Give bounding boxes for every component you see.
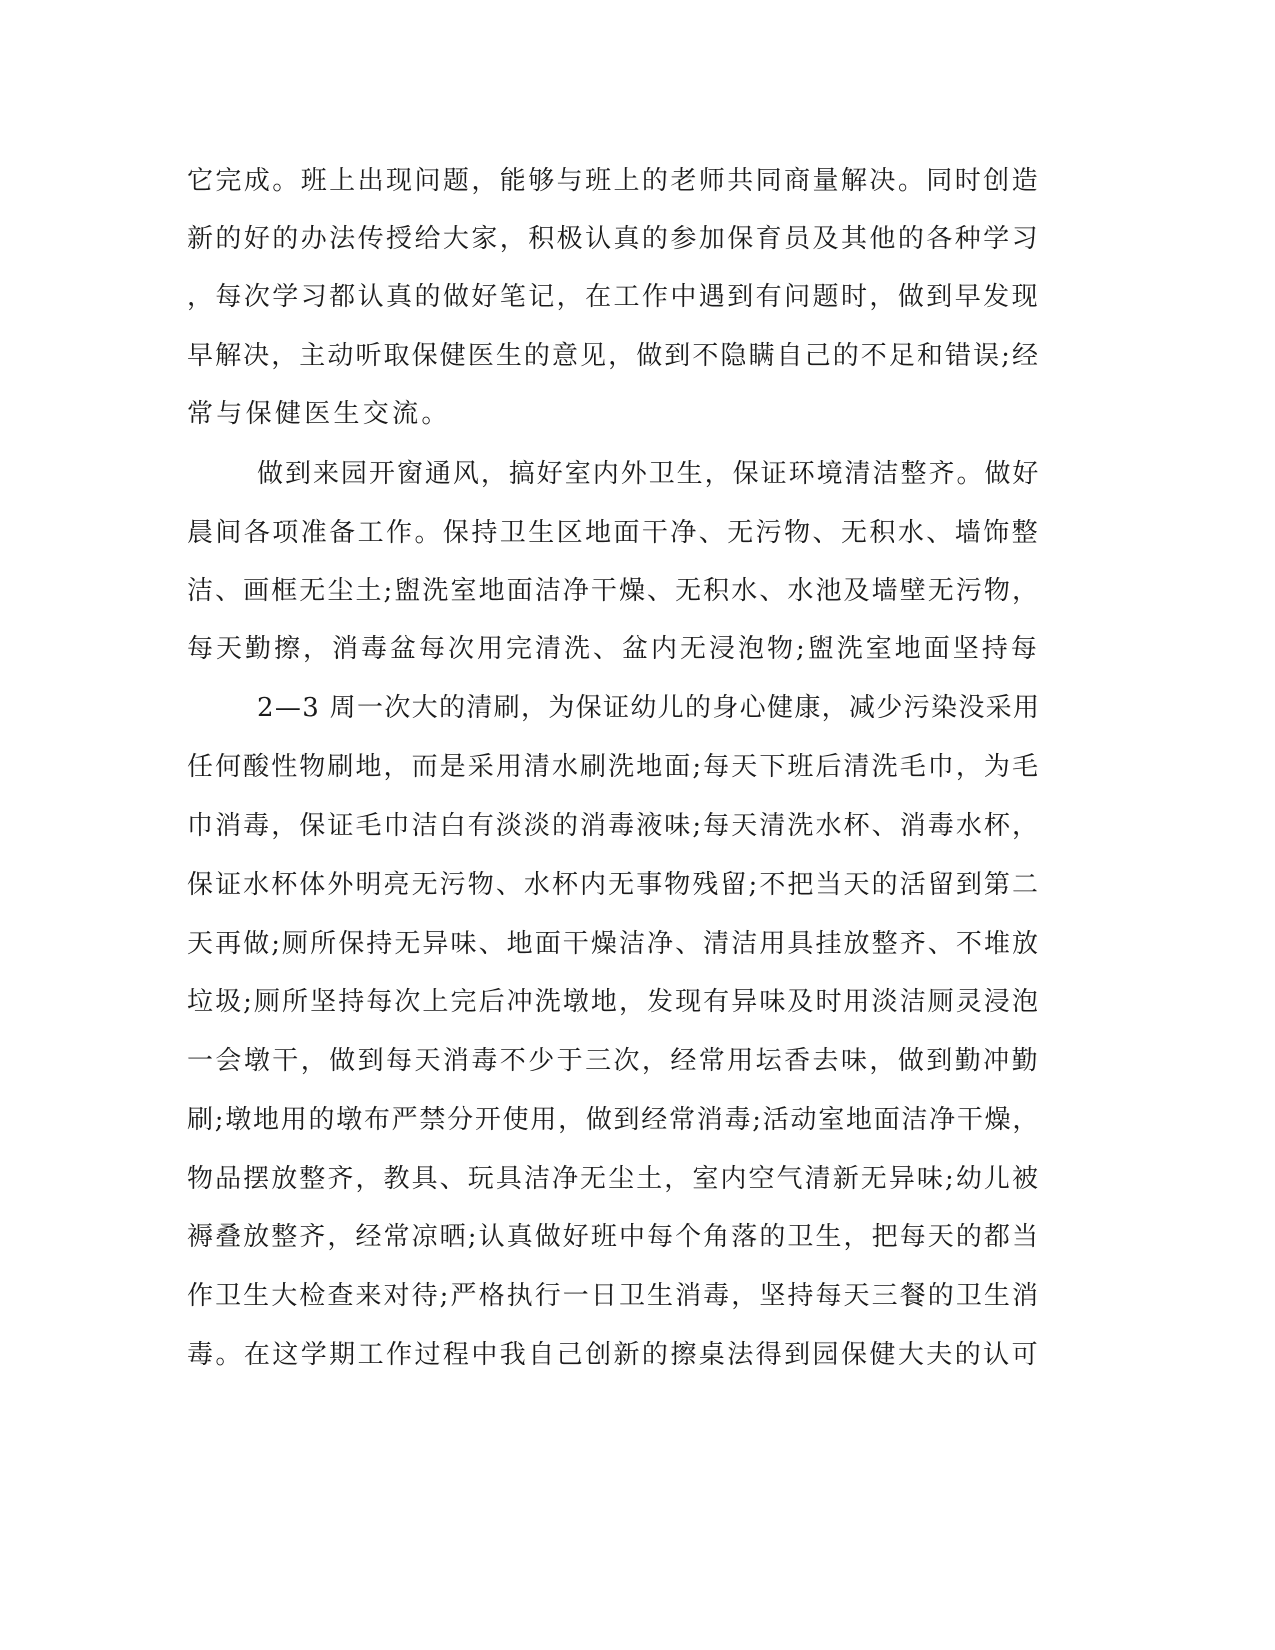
text-line: 褥叠放整齐，经常凉晒;认真做好班中每个角落的卫生，把每天的都当 xyxy=(187,1222,1041,1252)
text-line: ，每次学习都认真的做好笔记，在工作中遇到有问题时，做到早发现 xyxy=(187,282,1041,312)
text-line: 巾消毒，保证毛巾洁白有淡淡的消毒液味;每天清洗水杯、消毒水杯， xyxy=(187,811,1041,841)
text-line: 常与保健医生交流。 xyxy=(187,399,451,429)
text-line: 新的好的办法传授给大家，积极认真的参加保育员及其他的各种学习 xyxy=(187,224,1041,254)
paragraph-start-line: 2—3 周一次大的清刷，为保证幼儿的身心健康，减少污染没采用 xyxy=(257,693,1041,723)
text-line: 它完成。班上出现问题，能够与班上的老师共同商量解决。同时创造 xyxy=(187,166,1041,196)
text-line: 垃圾;厕所坚持每次上完后冲洗墩地，发现有异味及时用淡洁厕灵浸泡 xyxy=(187,987,1041,1017)
paragraph-start-line: 做到来园开窗通风，搞好室内外卫生，保证环境清洁整齐。做好 xyxy=(257,459,1041,489)
text-line: 晨间各项准备工作。保持卫生区地面干净、无污物、无积水、墙饰整 xyxy=(187,518,1041,548)
text-line: 物品摆放整齐，教具、玩具洁净无尘土，室内空气清新无异味;幼儿被 xyxy=(187,1164,1041,1194)
text-line: 洁、画框无尘土;盥洗室地面洁净干燥、无积水、水池及墙壁无污物， xyxy=(187,576,1041,606)
text-line: 作卫生大检查来对待;严格执行一日卫生消毒，坚持每天三餐的卫生消 xyxy=(187,1281,1041,1311)
text-line: 一会墩干，做到每天消毒不少于三次，经常用坛香去味，做到勤冲勤 xyxy=(187,1046,1041,1076)
text-line: 毒。在这学期工作过程中我自己创新的擦桌法得到园保健大夫的认可 xyxy=(187,1340,1041,1370)
text-line: 天再做;厕所保持无异味、地面干燥洁净、清洁用具挂放整齐、不堆放 xyxy=(187,929,1041,959)
text-line: 早解决，主动听取保健医生的意见，做到不隐瞒自己的不足和错误;经 xyxy=(187,341,1041,371)
text-line: 每天勤擦，消毒盆每次用完清洗、盆内无浸泡物;盥洗室地面坚持每 xyxy=(187,634,1040,664)
text-line: 刷;墩地用的墩布严禁分开使用，做到经常消毒;活动室地面洁净干燥， xyxy=(187,1105,1041,1135)
text-line: 保证水杯体外明亮无污物、水杯内无事物残留;不把当天的活留到第二 xyxy=(187,870,1041,900)
text-line: 任何酸性物刷地，而是采用清水刷洗地面;每天下班后清洗毛巾，为毛 xyxy=(187,752,1041,782)
